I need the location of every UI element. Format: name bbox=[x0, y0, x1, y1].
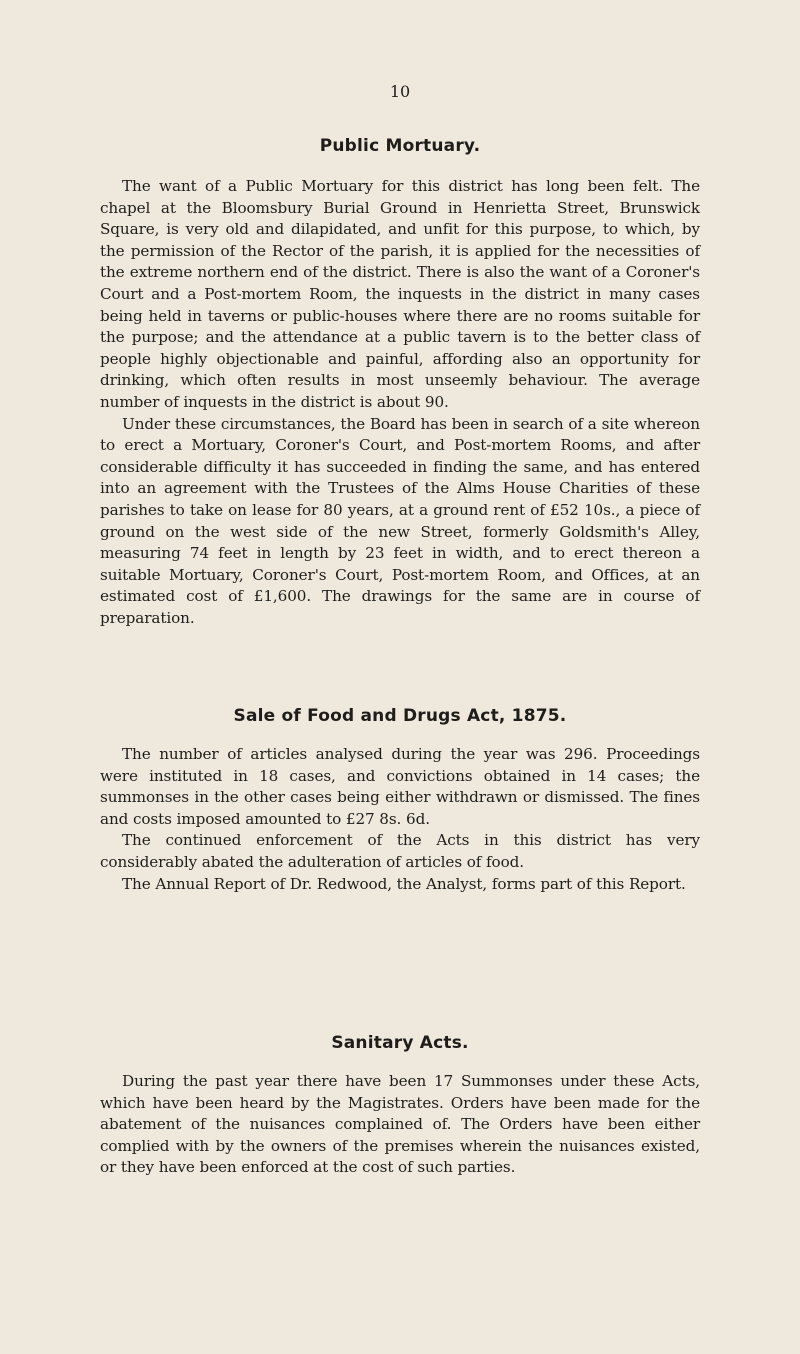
paragraph: During the past year there have been 17 Summonses under these Acts, which have been heard by the Magistrates. Orders have been made for the abatement of the nuisances complained of. The Orders have been either complied with by the owners of the premises wherein the nuisances existed, or they have been enforced at the cost of such parties. bbox=[100, 1072, 700, 1177]
paragraph: The number of articles analysed during the year was 296. Proceedings were instituted in 18 cases, and convictions obtained in 14 cases; the summonses in the other cases being either withdrawn or dismissed. The fines and costs imposed amounted to £27 8s. 6d. bbox=[100, 745, 700, 828]
paragraph: The continued enforcement of the Acts in this district has very considerably abated the adulteration of articles of food. bbox=[100, 831, 700, 871]
paragraph: The Annual Report of Dr. Redwood, the Analyst, forms part of this Report. bbox=[122, 874, 686, 893]
paragraph: Under these circumstances, the Board has been in search of a site whereon to erect a Mortuary, Coroner's Court, and Post-mortem Rooms, and after considerable difficulty it has succeeded in finding the same, and has entered into an agreement with the Trustees of the Alms House Charities of these parishes to take on lease for 80 years, at a ground rent of £52 10s., a piece of ground on the west side of the new Street, formerly Goldsmith's Alley, measuring 74 feet in length by 23 feet in width, and to erect thereon a suitable Mortuary, Coroner's Court, Post-mortem Room, and Offices, at an estimated cost of £1,600. The drawings for the same are in course of preparation. bbox=[100, 414, 700, 627]
section-title: Sale of Food and Drugs Act, 1875. bbox=[233, 706, 567, 726]
paragraph: The want of a Public Mortuary for this district has long been felt. The chapel at the Bloomsbury Burial Ground in Henrietta Street, Brunswick Square, is very old and dilapidated, and unfit for this purpose, to which, by the permission of the Rector of the parish, it is applied for the necessities of the extreme northern end of the district. There is also the want of a Coroner's Court and a Post-mortem Room, the inquests in the district in many cases being held in taverns or public-houses where there are no rooms suitable for the purpose; and the attendance at a public tavern is to the better class of people highly objectionable and painful, affording also an opportunity for drinking, which often results in most unseemly behaviour. The average number of inquests in the district is about 90. bbox=[100, 177, 700, 411]
section-sanitary-acts bbox=[100, 1033, 700, 1179]
section-title: Sanitary Acts. bbox=[331, 1033, 469, 1053]
section-public-mortuary bbox=[100, 136, 700, 629]
page-number: 10 bbox=[389, 82, 411, 101]
section-food-and-drugs-act bbox=[100, 706, 700, 895]
section-title: Public Mortuary. bbox=[319, 136, 481, 156]
